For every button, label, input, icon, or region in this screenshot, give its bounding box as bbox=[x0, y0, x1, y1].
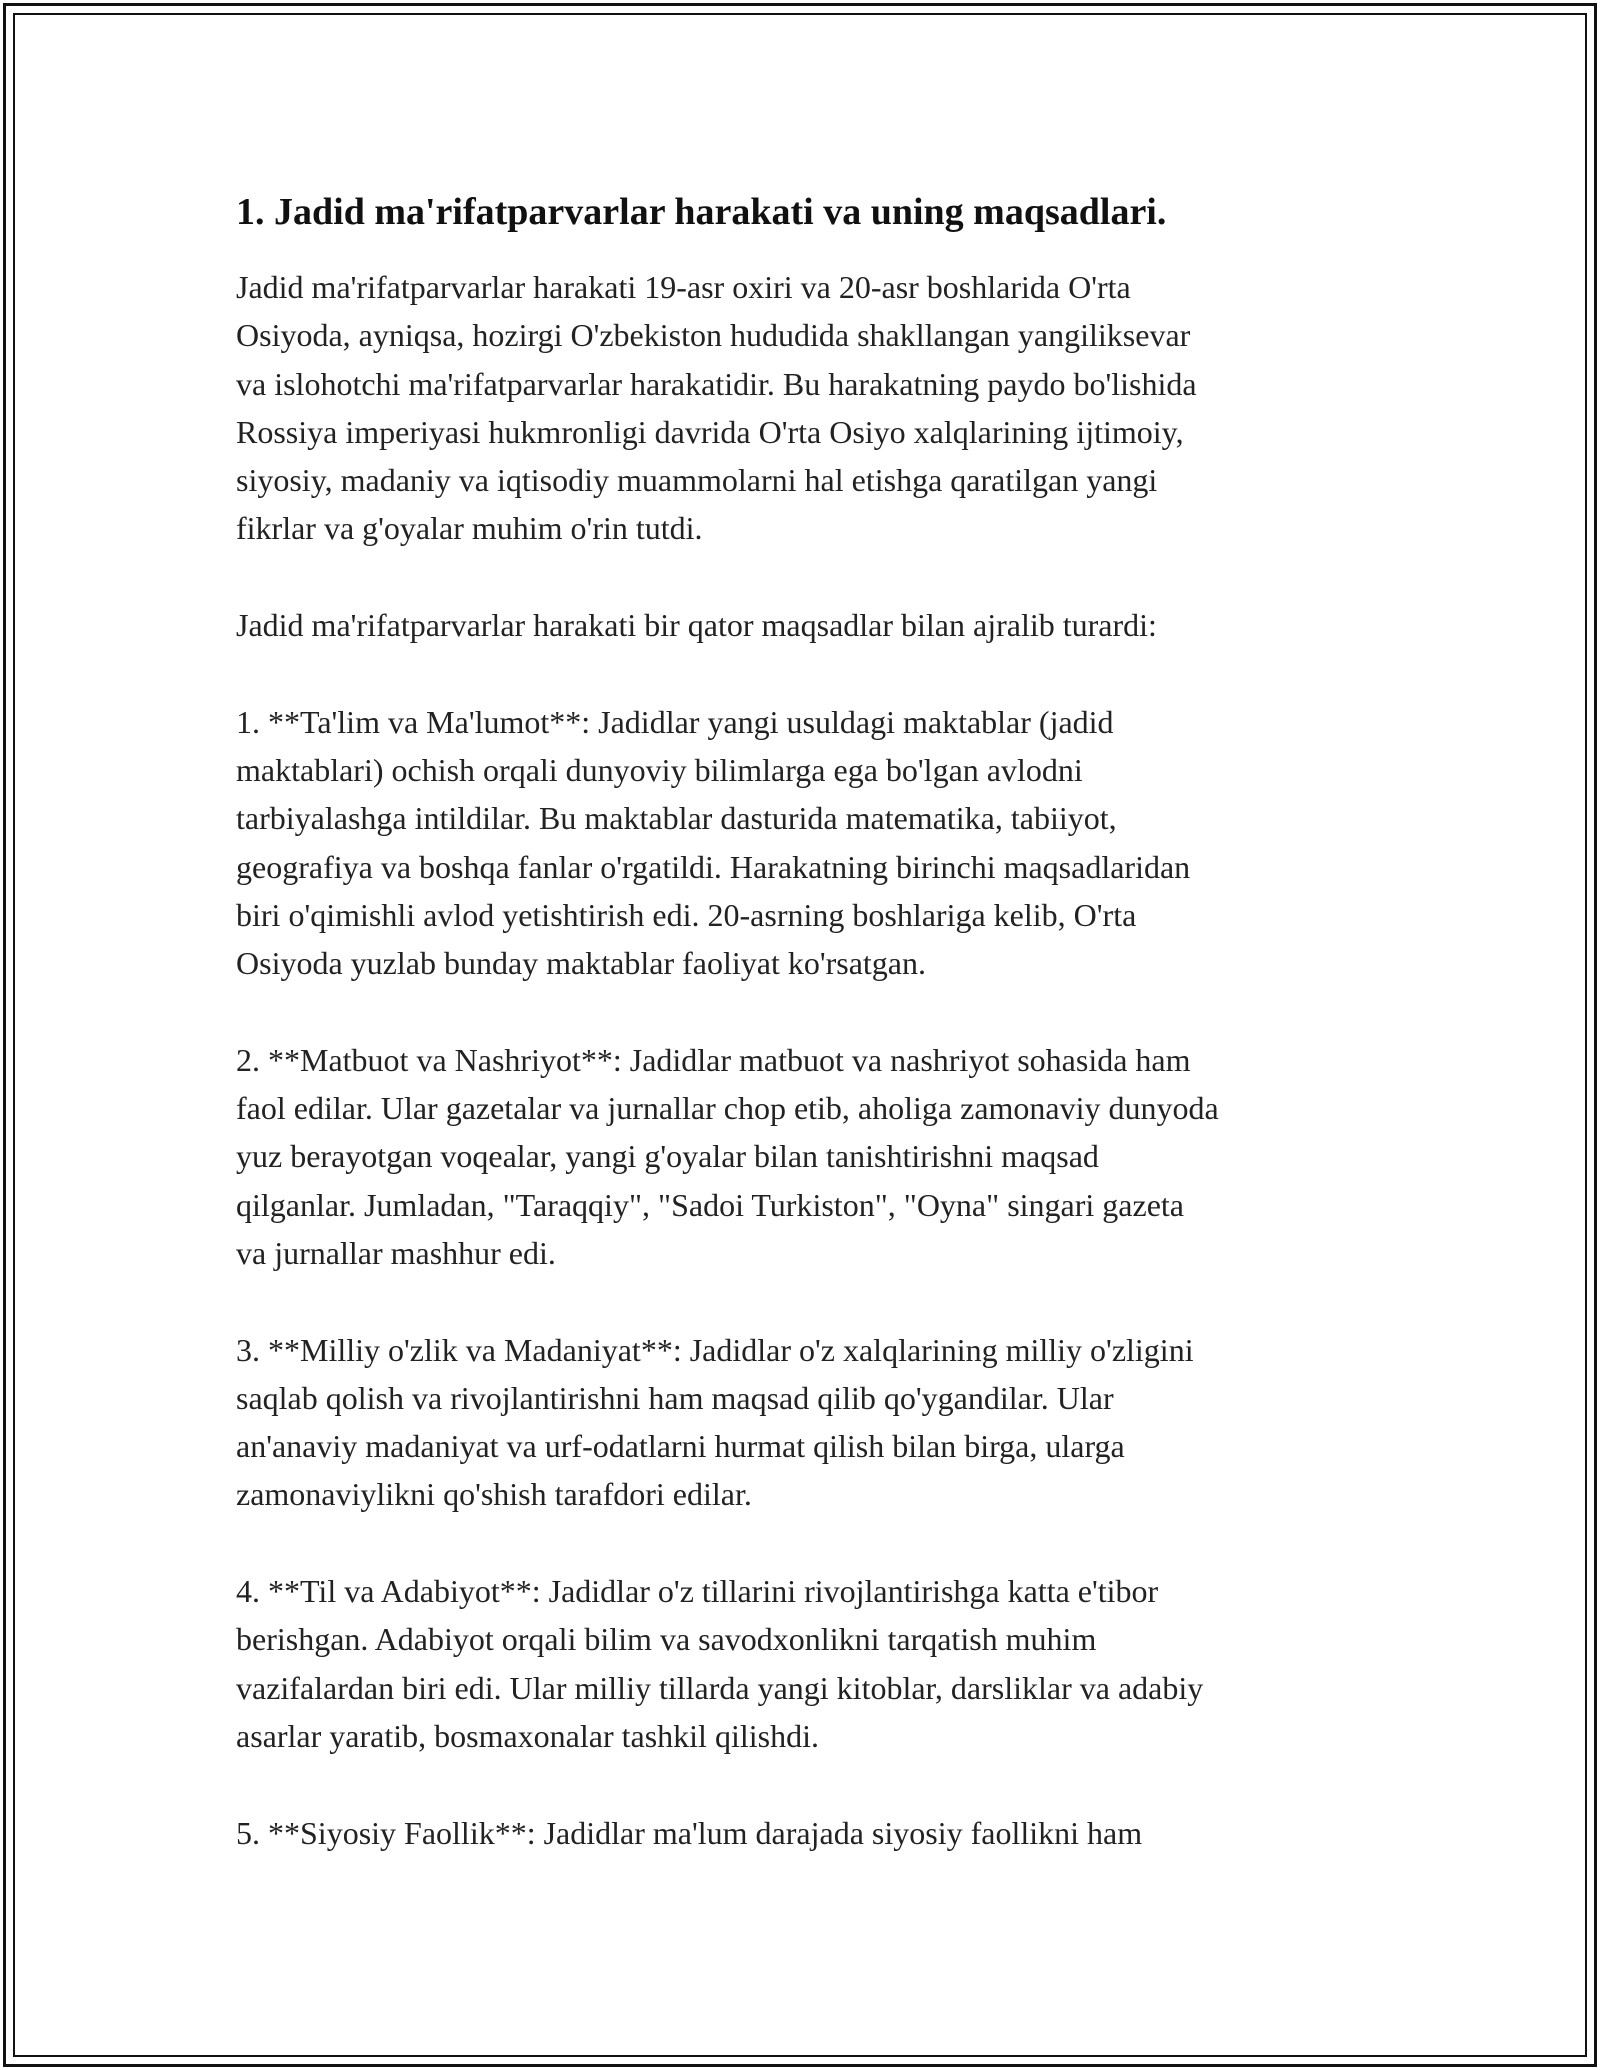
list-item-national-identity: 3. **Milliy o'zlik va Madaniyat**: Jadidlar o'z xalqlarining milliy o'zligini saqlab qolish va rivojlantirishni ham maqsad qilib qo'ygandilar. Ular an'anaviy madaniyat va urf-odatlarni hurmat qilish bilan birga, ularga zamonaviylikni qo'shish tarafdori edilar. bbox=[236, 1331, 1194, 1513]
document-body bbox=[236, 186, 1376, 1857]
list-item-political-activity: 5. **Siyosiy Faollik**: Jadidlar ma'lum darajada siyosiy faollikni ham bbox=[236, 1814, 1143, 1851]
document-heading: 1. Jadid ma'rifatparvarlar harakati va uning maqsadlari. bbox=[236, 191, 1167, 233]
paragraph-gap bbox=[236, 649, 1376, 697]
intro-paragraph: Jadid ma'rifatparvarlar harakati 19-asr oxiri va 20-asr boshlarida O'rta Osiyoda, ayniqsa, hozirgi O'zbekiston hududida shakllangan yangiliksevar va islohotchi ma'rifatparvarlar harakatidir. Bu harakatning paydo bo'lishida Rossiya imperiyasi hukmronligi davrida O'rta Osiyo xalqlarining ijtimoiy, siyosiy, madaniy va iqtisodiy muammolarni hal etishga qaratilgan yangi fikrlar va g'oyalar muhim o'rin tutdi. bbox=[236, 269, 1197, 547]
paragraph-gap bbox=[236, 1277, 1376, 1325]
paragraph-gap bbox=[236, 987, 1376, 1035]
paragraph-gap bbox=[236, 553, 1376, 601]
list-item-press: 2. **Matbuot va Nashriyot**: Jadidlar matbuot va nashriyot sohasida ham faol edilar. Ular gazetalar va jurnallar chop etib, aholiga zamonaviy dunyoda yuz berayotgan voqealar, yangi g'oyalar bilan tanishtirishni maqsad qilganlar. Jumladan, "Taraqqiy", "Sadoi Turkiston", "Oyna" singari gazeta va jurnallar mashhur edi. bbox=[236, 1041, 1219, 1271]
goals-intro-paragraph: Jadid ma'rifatparvarlar harakati bir qator maqsadlar bilan ajralib turardi: bbox=[236, 607, 1157, 644]
list-item-education: 1. **Ta'lim va Ma'lumot**: Jadidlar yangi usuldagi maktablar (jadid maktablari) ochish orqali dunyoviy bilimlarga ega bo'lgan avlodni tarbiyalashga intildilar. Bu maktablar dasturida matematika, tabiiyot, geografiya va boshqa fanlar o'rgatildi. Harakatning birinchi maqsadlaridan biri o'qimishli avlod yetishtirish edi. 20-asrning boshlariga kelib, O'rta Osiyoda yuzlab bunday maktablar faoliyat ko'rsatgan. bbox=[236, 703, 1191, 982]
paragraph-gap bbox=[236, 1760, 1376, 1808]
list-item-language-literature: 4. **Til va Adabiyot**: Jadidlar o'z tillarini rivojlantirishga katta e'tibor berishgan. Adabiyot orqali bilim va savodxonlikni tarqatish muhim vazifalardan biri edi. Ular milliy tillarda yangi kitoblar, darsliklar va adabiy asarlar yaratib, bosmaxonalar tashkil qilishdi. bbox=[236, 1573, 1204, 1754]
paragraph-gap bbox=[236, 1519, 1376, 1567]
